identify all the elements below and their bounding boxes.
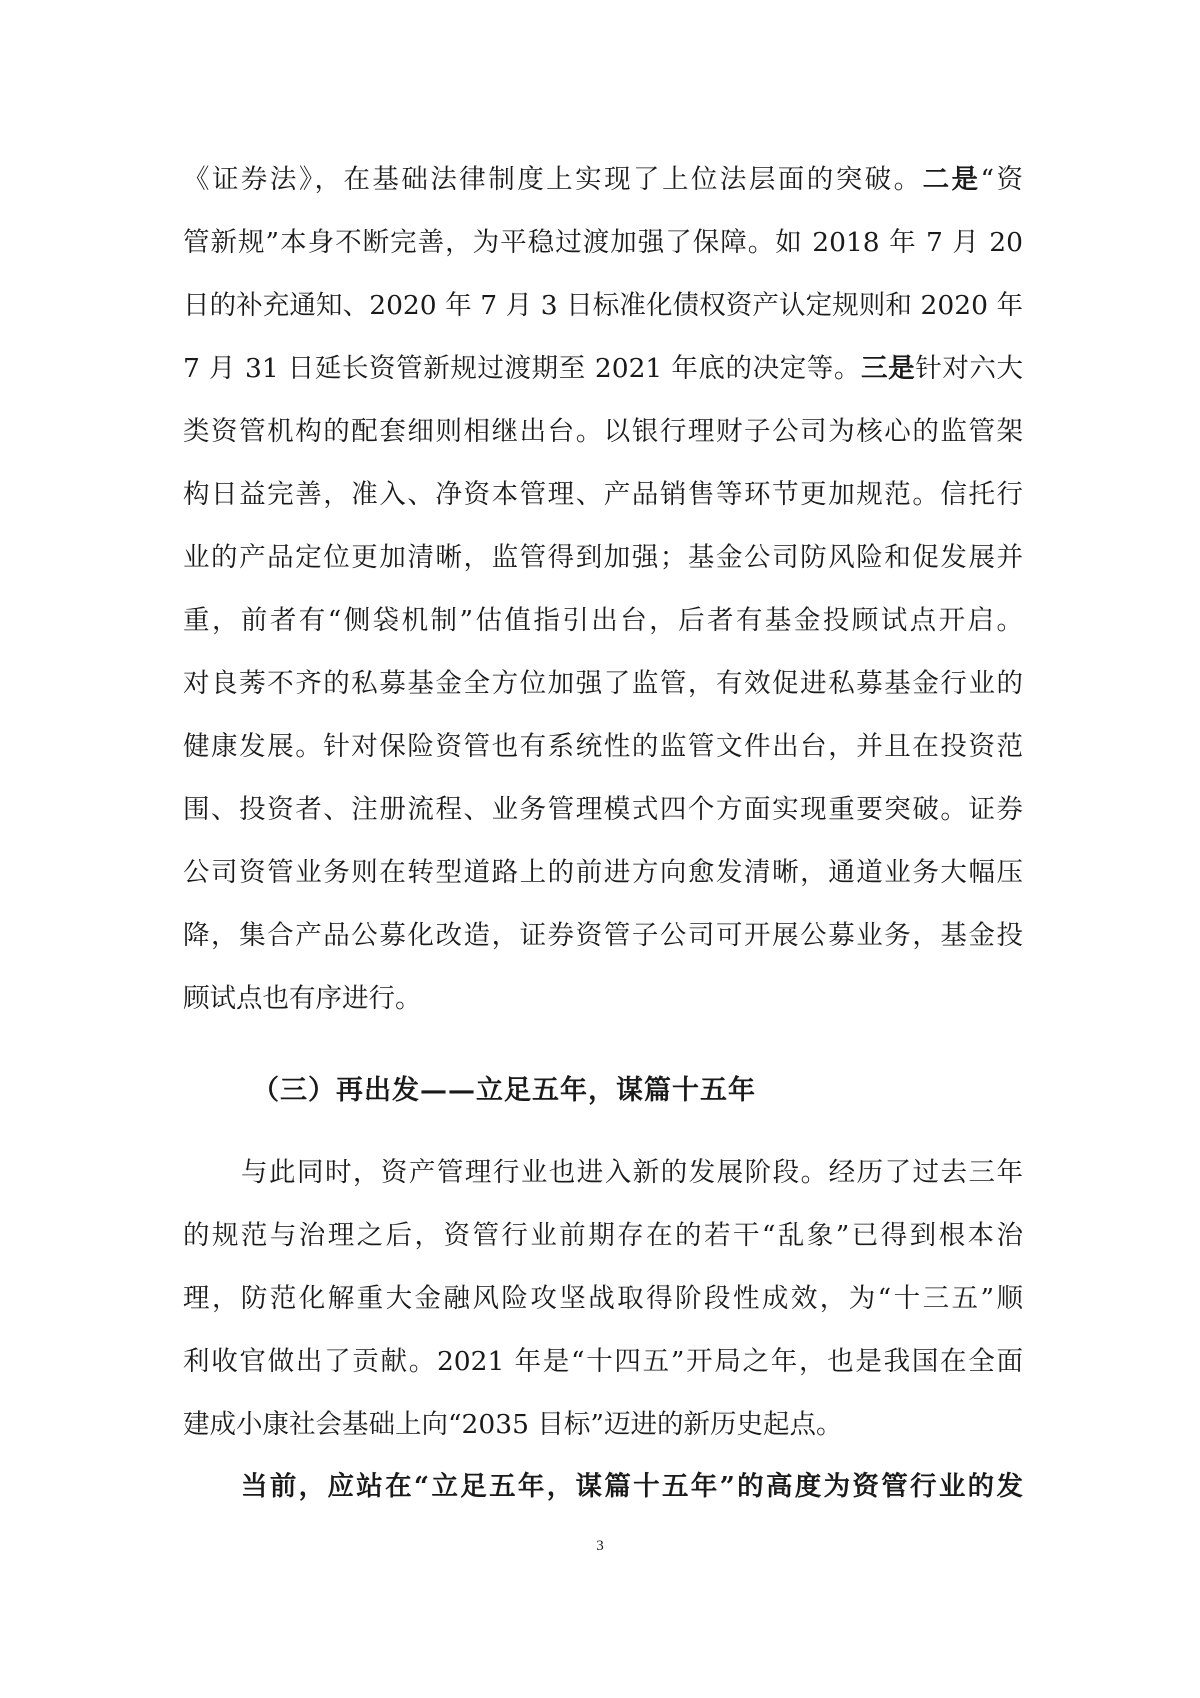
paragraph-line — [183, 601, 1023, 641]
page-number: 3 — [596, 1538, 604, 1554]
paragraph-line — [183, 916, 1023, 956]
text-run: 类资管机构的配套细则相继出台。以银行理财子公司为核心的监管架 — [183, 416, 1023, 447]
paragraph-line — [183, 160, 1023, 200]
text-run: 对良莠不齐的私募基金全方位加强了监管，有效促进私募基金行业的 — [183, 668, 1023, 699]
paragraph-line — [183, 853, 1023, 893]
text-run: 7 月 31 日延长资管新规过渡期至 2021 年底的决定等。 — [183, 353, 862, 384]
bold-marker: 三是 — [861, 353, 916, 384]
paragraph-line: 的规范与治理之后，资管行业前期存在的若干“乱象”已得到根本治 — [183, 1220, 1023, 1251]
text-run: 日的补充通知、2020 年 7 月 3 日标准化债权资产认定规则和 2020 年 — [183, 290, 1023, 321]
text-run: 健康发展。针对保险资管也有系统性的监管文件出台，并且在投资范 — [183, 731, 1023, 762]
text-run: 围、投资者、注册流程、业务管理模式四个方面实现重要突破。证券 — [183, 794, 1023, 825]
text-run: 《证券法》，在基础法律制度上实现了上位法层面的突破。 — [183, 164, 923, 195]
paragraph-line — [183, 790, 1023, 830]
bold-marker: 二是 — [922, 164, 981, 195]
paragraph-line — [183, 475, 1023, 515]
text-run: 构日益完善，准入、净资本管理、产品销售等环节更加规范。信托行 — [183, 479, 1023, 510]
text-run: 管新规”本身不断完善，为平稳过渡加强了保障。如 2018 年 7 月 20 — [183, 227, 1023, 258]
paragraph-line — [183, 664, 1023, 704]
paragraph-line: 利收官做出了贡献。2021 年是“十四五”开局之年，也是我国在全面 — [183, 1346, 1023, 1377]
paragraph-line — [183, 223, 1023, 263]
paragraph-line — [183, 979, 1023, 1019]
text-run: 针对六大 — [915, 353, 1024, 384]
paragraph-line: 理，防范化解重大金融风险攻坚战取得阶段性成效，为“十三五”顺 — [183, 1283, 1023, 1314]
section-heading: （三）再出发——立足五年，谋篇十五年 — [252, 1075, 756, 1106]
paragraph-line: 与此同时，资产管理行业也进入新的发展阶段。经历了过去三年 — [241, 1157, 1023, 1188]
paragraph-line — [183, 412, 1023, 452]
paragraph-line — [183, 727, 1023, 767]
paragraph-line: 建成小康社会基础上向“2035 目标”迈进的新历史起点。 — [183, 1409, 843, 1440]
paragraph-line — [183, 286, 1023, 326]
text-run: 业的产品定位更加清晰，监管得到加强；基金公司防风险和促发展并 — [183, 542, 1023, 573]
text-run: “资 — [980, 164, 1024, 195]
text-run: 重，前者有“侧袋机制”估值指引出台，后者有基金投顾试点开启。 — [183, 605, 1023, 636]
paragraph-line — [183, 538, 1023, 578]
text-run: 公司资管业务则在转型道路上的前进方向愈发清晰，通道业务大幅压 — [183, 857, 1023, 888]
text-run: 顾试点也有序进行。 — [183, 983, 422, 1014]
text-run: 降，集合产品公募化改造，证券资管子公司可开展公募业务，基金投 — [183, 920, 1023, 951]
paragraph-line: 当前，应站在“立足五年，谋篇十五年”的高度为资管行业的发 — [241, 1471, 1023, 1502]
paragraph-line — [183, 349, 1023, 389]
